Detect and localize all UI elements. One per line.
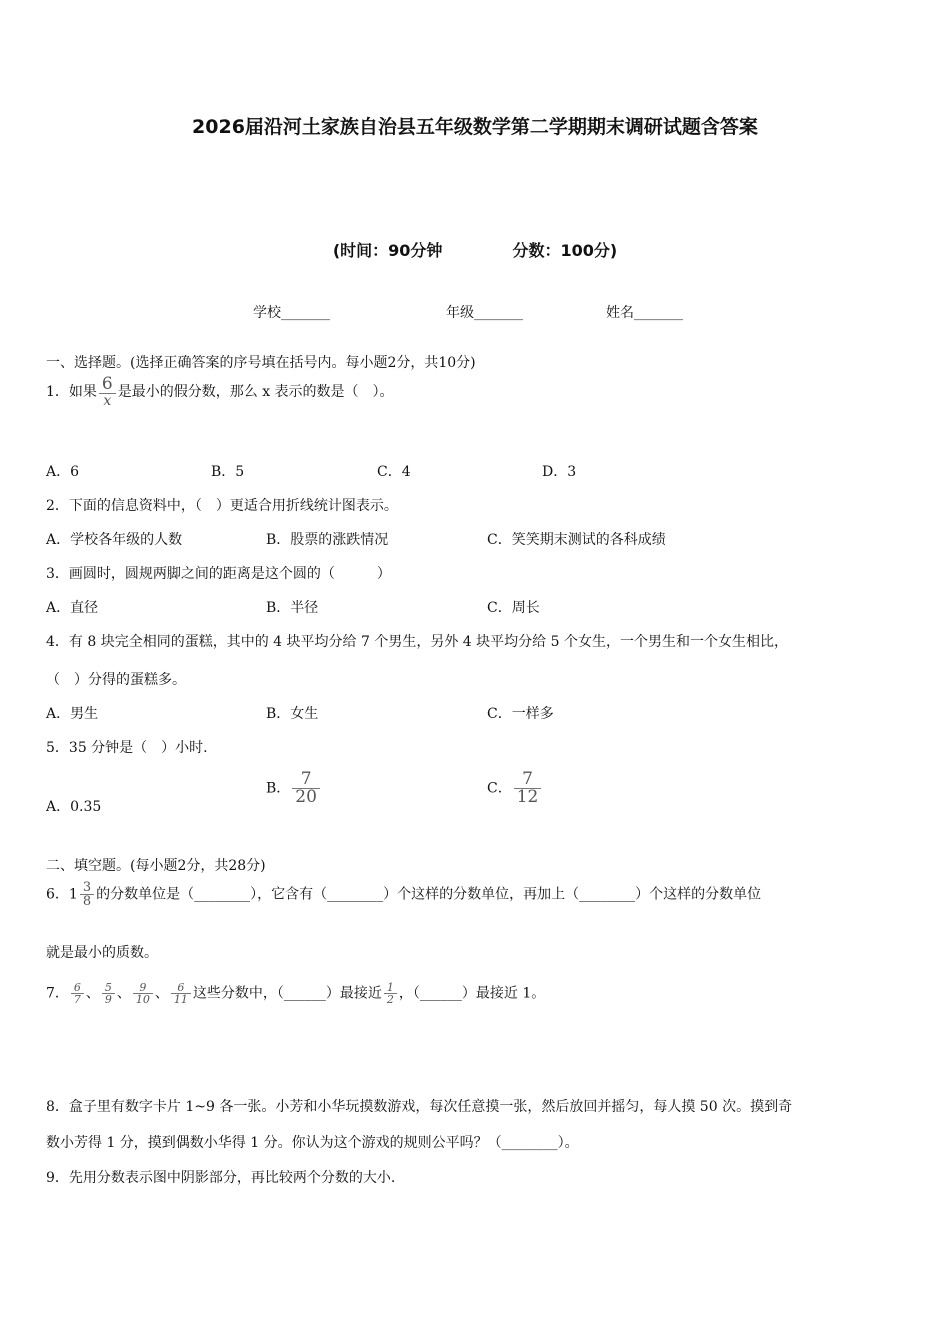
q3-option-c: C．周长	[487, 600, 540, 616]
q5-b-denominator: 20	[295, 787, 317, 807]
q4-option-b: B．女生	[266, 706, 319, 722]
question-2: 2．下面的信息资料中，（ ）更适合用折线统计图表示。	[46, 498, 398, 514]
q6-fraction	[80, 881, 94, 908]
question-3: 3．画圆时，圆规两脚之间的距离是这个圆的（ ）	[46, 566, 391, 582]
q7-number: 7．	[46, 985, 69, 1002]
school-field: 学校_______	[253, 305, 330, 321]
q3-option-a: A．直径	[46, 600, 99, 616]
exam-score: 分数：100分)	[512, 241, 618, 260]
q5-option-b-fraction	[292, 771, 320, 806]
q7-f1-denominator: 7	[73, 993, 81, 1006]
q5-option-c-label: C．	[487, 780, 512, 797]
q7-sep-3: 、	[154, 985, 169, 1002]
section1-heading: 一、选择题。(选择正确答案的序号填在括号内。每小题2分，共10分)	[46, 355, 476, 371]
q3-option-b: B．半径	[266, 600, 319, 616]
q2-option-a: A．学校各年级的人数	[46, 532, 183, 548]
q4-option-c: C．一样多	[487, 706, 554, 722]
q7-half-fraction	[384, 982, 397, 1005]
q1-option-d: D．3	[542, 464, 577, 480]
question-1	[46, 376, 394, 408]
question-8-line2: 数小芳得 1 分，摸到偶数小华得 1 分。你认为这个游戏的规则公平吗？（________）。	[46, 1135, 579, 1151]
q1-frac-denominator: x	[103, 393, 112, 409]
q7-f3-denominator: 10	[135, 993, 150, 1006]
question-6-line2: 就是最小的质数。	[46, 945, 158, 961]
q1-option-c: C．4	[377, 464, 411, 480]
question-9: 9．先用分数表示图中阴影部分，再比较两个分数的大小.	[46, 1170, 396, 1186]
q6-frac-denominator: 8	[82, 894, 92, 909]
q7-f2-denominator: 9	[104, 993, 112, 1006]
q2-option-b: B．股票的涨跌情况	[266, 532, 389, 548]
question-7	[46, 982, 545, 1005]
q7-text1: 这些分数中，（______）最接近	[192, 985, 382, 1002]
q5-option-a: A．0.35	[46, 799, 102, 815]
q7-f1-numerator: 6	[71, 982, 84, 994]
q1-option-b: B．5	[211, 464, 245, 480]
q1-fraction	[99, 376, 116, 408]
q7-f2-numerator: 5	[102, 982, 115, 994]
section2-heading: 二、填空题。(每小题2分，共28分)	[46, 858, 266, 874]
q1-frac-numerator: 6	[99, 376, 116, 394]
q5-option-b-label: B．	[266, 780, 291, 797]
q4-option-a: A．男生	[46, 706, 99, 722]
q5-c-denominator: 12	[516, 787, 539, 807]
question-4-line1: 4．有 8 块完全相同的蛋糕，其中的 4 块平均分给 7 个男生，另外 4 块平均分给 5 个女生，一个男生和一个女生相比，	[46, 634, 788, 650]
name-field: 姓名_______	[606, 305, 683, 321]
q7-f4-numerator: 6	[171, 982, 191, 994]
question-5: 5．35 分钟是（ ）小时.	[46, 740, 208, 756]
q5-option-c	[487, 771, 543, 806]
question-6	[46, 881, 761, 908]
q7-sep-1: 、	[85, 985, 100, 1002]
q2-option-c: C．笑笑期末测试的各科成绩	[487, 532, 666, 548]
q7-f3-numerator: 9	[133, 982, 153, 994]
q1-number: 1．如果	[46, 384, 97, 400]
page-title: 2026届沿河土家族自治县五年级数学第二学期期末调研试题含答案	[192, 116, 758, 138]
q6-number: 6．1	[46, 886, 78, 903]
q1-option-a: A．6	[46, 464, 80, 480]
q5-c-numerator: 7	[514, 771, 542, 789]
q7-fraction-1	[71, 982, 84, 1005]
exam-time: (时间：90分钟	[332, 241, 443, 260]
q1-text: 是最小的假分数，那么 x 表示的数是（ ）。	[117, 384, 394, 400]
q7-text2: ，（______）最接近 1。	[398, 985, 546, 1002]
question-4-line2: （ ）分得的蛋糕多。	[46, 672, 186, 688]
exam-time-score	[0, 238, 950, 261]
q6-frac-numerator: 3	[80, 881, 94, 895]
grade-field: 年级_______	[446, 305, 523, 321]
q7-fraction-3	[133, 982, 153, 1005]
q7-half-denominator: 2	[386, 993, 394, 1006]
q5-option-c-fraction	[514, 771, 542, 806]
q6-text: 的分数单位是（________），它含有（________）个这样的分数单位，再加上（________）个这样的分数单位	[96, 886, 762, 903]
q7-fraction-4	[171, 982, 191, 1005]
q7-f4-denominator: 11	[173, 993, 188, 1006]
question-8-line1: 8．盒子里有数字卡片 1~9 各一张。小芳和小华玩摸数游戏，每次任意摸一张，然后放回并摇匀，每人摸 50 次。摸到奇	[46, 1099, 793, 1115]
q7-fraction-2	[102, 982, 115, 1005]
q5-b-numerator: 7	[292, 771, 320, 789]
q7-sep-2: 、	[116, 985, 131, 1002]
q7-half-numerator: 1	[384, 982, 397, 994]
q5-option-b	[266, 771, 322, 806]
